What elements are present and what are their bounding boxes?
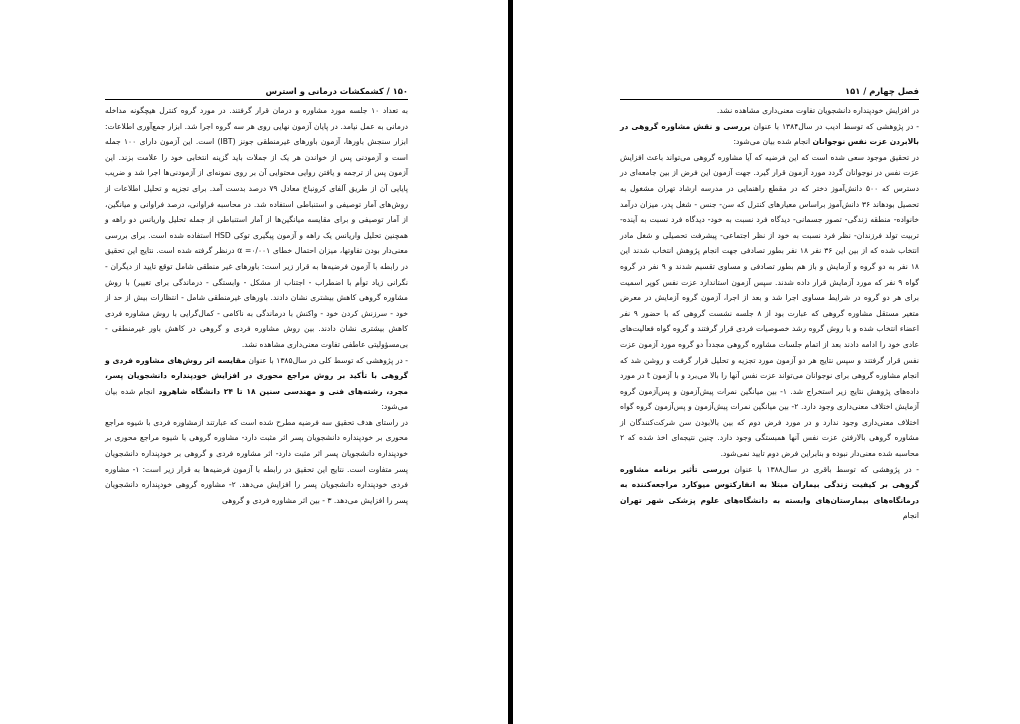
running-header: ۱۵۰ / کشمکشات درمانی و استرس [265,86,408,96]
study-title: مقایسه اثر روش‌های مشاوره فردی و گروهی با تأکید بر روش مراجع محوری در افزایش خودپنداره دانشجویان پسر، مجرد، رشته‌های فنی و مهندسی سنین ۱۸ تا ۲۴ دانشگاه شاهرود [105,355,408,396]
paragraph-text: انجام [902,511,919,521]
paragraph [105,353,408,415]
header-rule [620,99,919,100]
paragraph: در راستای هدف تحقیق سه فرضیه مطرح شده است که عبارتند ازمشاوره فردی با شیوه مراجع محوری بر خودپنداره دانشجویان پسر اثر مثبت دارد- مشاوره گروهی با شیوه مراجع محوری بر خودپنداره دانشجویان پسر اثر مثبت دارد- اثر مشاوره فردی و گروهی بر خودپنداره دانشجویان پسر متفاوت است. نتایج این تحقیق در رابطه با آزمون فرضیه‌ها به قرار زیر است: ۱- مشاوره فردی خودپنداره دانشجویان پسر را افزایش می‌دهد. ۲- مشاوره گروهی خودپنداره دانشجویان پسر را افزایش می‌دهد. ۳ - بین اثر مشاوره فردی و گروهی [105,417,408,505]
paragraph-text: انجام شده بیان می‌شود: [733,137,813,147]
paragraph-text: - در پژوهشی که توسط باقری در سال۱۳۸۸ با عنوان [729,464,919,474]
paragraph: در تحقیق موجود سعی شده است که این فرضیه که آیا مشاوره گروهی می‌تواند باعث افزایش عزت نفس در نوجوانان گردد مورد آزمون قرار گیرد. جهت آزمون این فرض از بین جامعه‌ای در دسترس که ۵۰۰ دانش‌آموز دختر که در مقطع راهنمایی در مدرسه ارشاد تهران مشغول به تحصیل بودهاند ۳۶ دانش‌آموز براساس معیارهای کنترل که سن- جنس - شغل پدر، میزان درآمد خانواده- منطقه زندگی- تصور جسمانی- دیدگاه فرد نسبت به خود- دیدگاه فرد نسبت به آینده- تربیت تولد فرزندان- نظر فرد نسبت به خود از نظر اجتماعی- پیشرفت تحصیلی و شغل مادر انتخاب شده که از بین این ۳۶ نفر ۱۸ نفر بطور تصادفی جهت انجام پژوهش انتخاب شدند این ۱۸ نفر به دو گروه و آزمایش و باز هم بطور تصادفی و مساوی تقسیم شدند و ۹ نفر در گروه گواه ۹ نفر که مورد آزمایش قرار داده شدند. سپس آزمون استاندارد عزت نفس کوپر اسمیت برای هر دو گروه در شرایط مساوی اجرا شد و بعد از اجرا، آزمون گروه آزمایش در معرض متغیر مستقل مشاوره گروهی که عبارت بود از ۸ جلسه نشست گروهی که با حضور ۹ نفر اعضاء انتخاب شده و با روش گروه رشد خصوصیات فردی قرار گرفتند و گروه گواه فعالیت‌های عادی خود را ادامه دادند بعد از اتمام جلسات مشاوره گروهی مجدداً دو گروه مورد آزمون عزت نفس قرار گرفتند و سپس نتایج هر دو آزمون مورد تجزیه و تحلیل قرار گرفت و روشن شد که انجام مشاوره گروهی برای نوجوانان می‌تواند عزت نفس آنها را بالا می‌برد و با آزمون t در مورد داده‌های پژوهش نتایج زیر استخراج شد. ۱- بین میانگین نمرات پیش‌آزمون و پس‌آزمون گروه آزمایش اختلاف معنی‌داری وجود دارد. ۲- بین میانگین نمرات پیش‌آزمون و پس‌آزمون گروه گواه اختلاف معنی‌داری وجود ندارد و در مورد فرض دوم که بین بالابودن سن شرکت‌کنندگان از مشاوره گروهی بالارفتن عزت نفس آنها همبستگی وجود دارد. چنین نتیجه‌ای اخذ شده که ۲ محاسبه شده معنی‌دار نبوده و بنابراین فرض دوم تایید نمی‌شود. [620,152,920,459]
body-text [620,103,919,524]
paragraph: به تعداد ۱۰ جلسه مورد مشاوره و درمان قرار گرفتند. در مورد گروه کنترل هیچگونه مداخله درمانی به عمل نیامد. در پایان آزمون نهایی روی هر سه گروه اجرا شد. ابزار جمع‌آوری اطلاعات: ابزار سنجش باورها، آزمون باورهای غیرمنطقی جونز (IBT) است. این آزمون دارای ۱۰۰ جمله است و آزمودنی پس از خواندن هر یک از جملات باید گزینه انتخابی خود را علامت بزند. این آزمون پس از ترجمه و یافتن روایی محتوایی آن بر روی نمونه‌ای از آزمودنی‌ها اجرا شد و ضریب پایایی آن از طریق آلفای کرونباخ معادل ۷۹ درصد بدست آمد. برای تجزیه و تحلیل اطلاعات از روش‌های آمار توصیفی و استنباطی استفاده شد. در محاسبه فراوانی، درصد فراوانی و میانگین، از آمار توصیفی و برای مقایسه میانگین‌ها از آمار استنباطی از جمله تحلیل واریانس دو راهه و همچنین تحلیل واریانس یک راهه و آزمون پیگیری توکی HSD استفاده شده است. برای بررسی معنی‌دار بودن تفاوتها، میزان احتمال خطای ۰/۰۰۱= α درنظر گرفته شده است. نتایج این تحقیق در رابطه با آزمون فرضیه‌ها به قرار زیر است: باورهای غیر منطقی شامل توقع تایید از دیگران - نگرانی زیاد توأم با اضطراب - اجتناب از مشکل - وابستگی - درماندگی برای تغییر) با روش مشاوره گروهی کاهش بیشتری نشان دادند. باورهای غیرمنطقی شامل - انتظارات بیش از حد از خود - سرزنش کردن خود - واکنش با درماندگی به ناکامی - کمال‌گرایی با روش مشاوره فردی کاهش بیشتری نشان دادند. بین روش مشاوره فردی و گروهی در کاهش باور غیرمنطقی - بی‌مسؤولیتی عاطفی تفاوت معنی‌داری مشاهده نشد. [105,106,408,349]
running-header: فصل چهارم / ۱۵۱ [844,86,919,96]
paragraph [620,462,919,524]
right-page [513,0,1020,724]
header-rule [105,99,408,100]
paragraph [620,119,919,150]
study-title: بررسی و نقش مشاوره گروهی در بالابردن عزت نفس نوجوانان [620,121,919,147]
body-text [105,103,408,508]
paragraph-text: انجام شده بیان می‌شود: [105,386,408,412]
paragraph-text: - در پژوهشی که توسط کلی در سال۱۳۸۵ با عنوان [245,355,409,365]
study-title: بررسی تأثیر برنامه مشاوره گروهی بر کیفیت زندگی بیماران مبتلا به انفارکتوس میوکارد مراجعه‌کننده به درمانگاه‌های بیمارستان‌های وابسته به دانشگاه‌های علوم پزشکی شهر تهران [620,464,919,505]
paragraph: در افزایش خودپنداره دانشجویان تفاوت معنی‌داری مشاهده نشد. [716,106,919,115]
paragraph-text: - در پژوهشی که توسط ادیب در سال۱۳۸۴ با عنوان [750,121,919,131]
left-page [0,0,508,724]
